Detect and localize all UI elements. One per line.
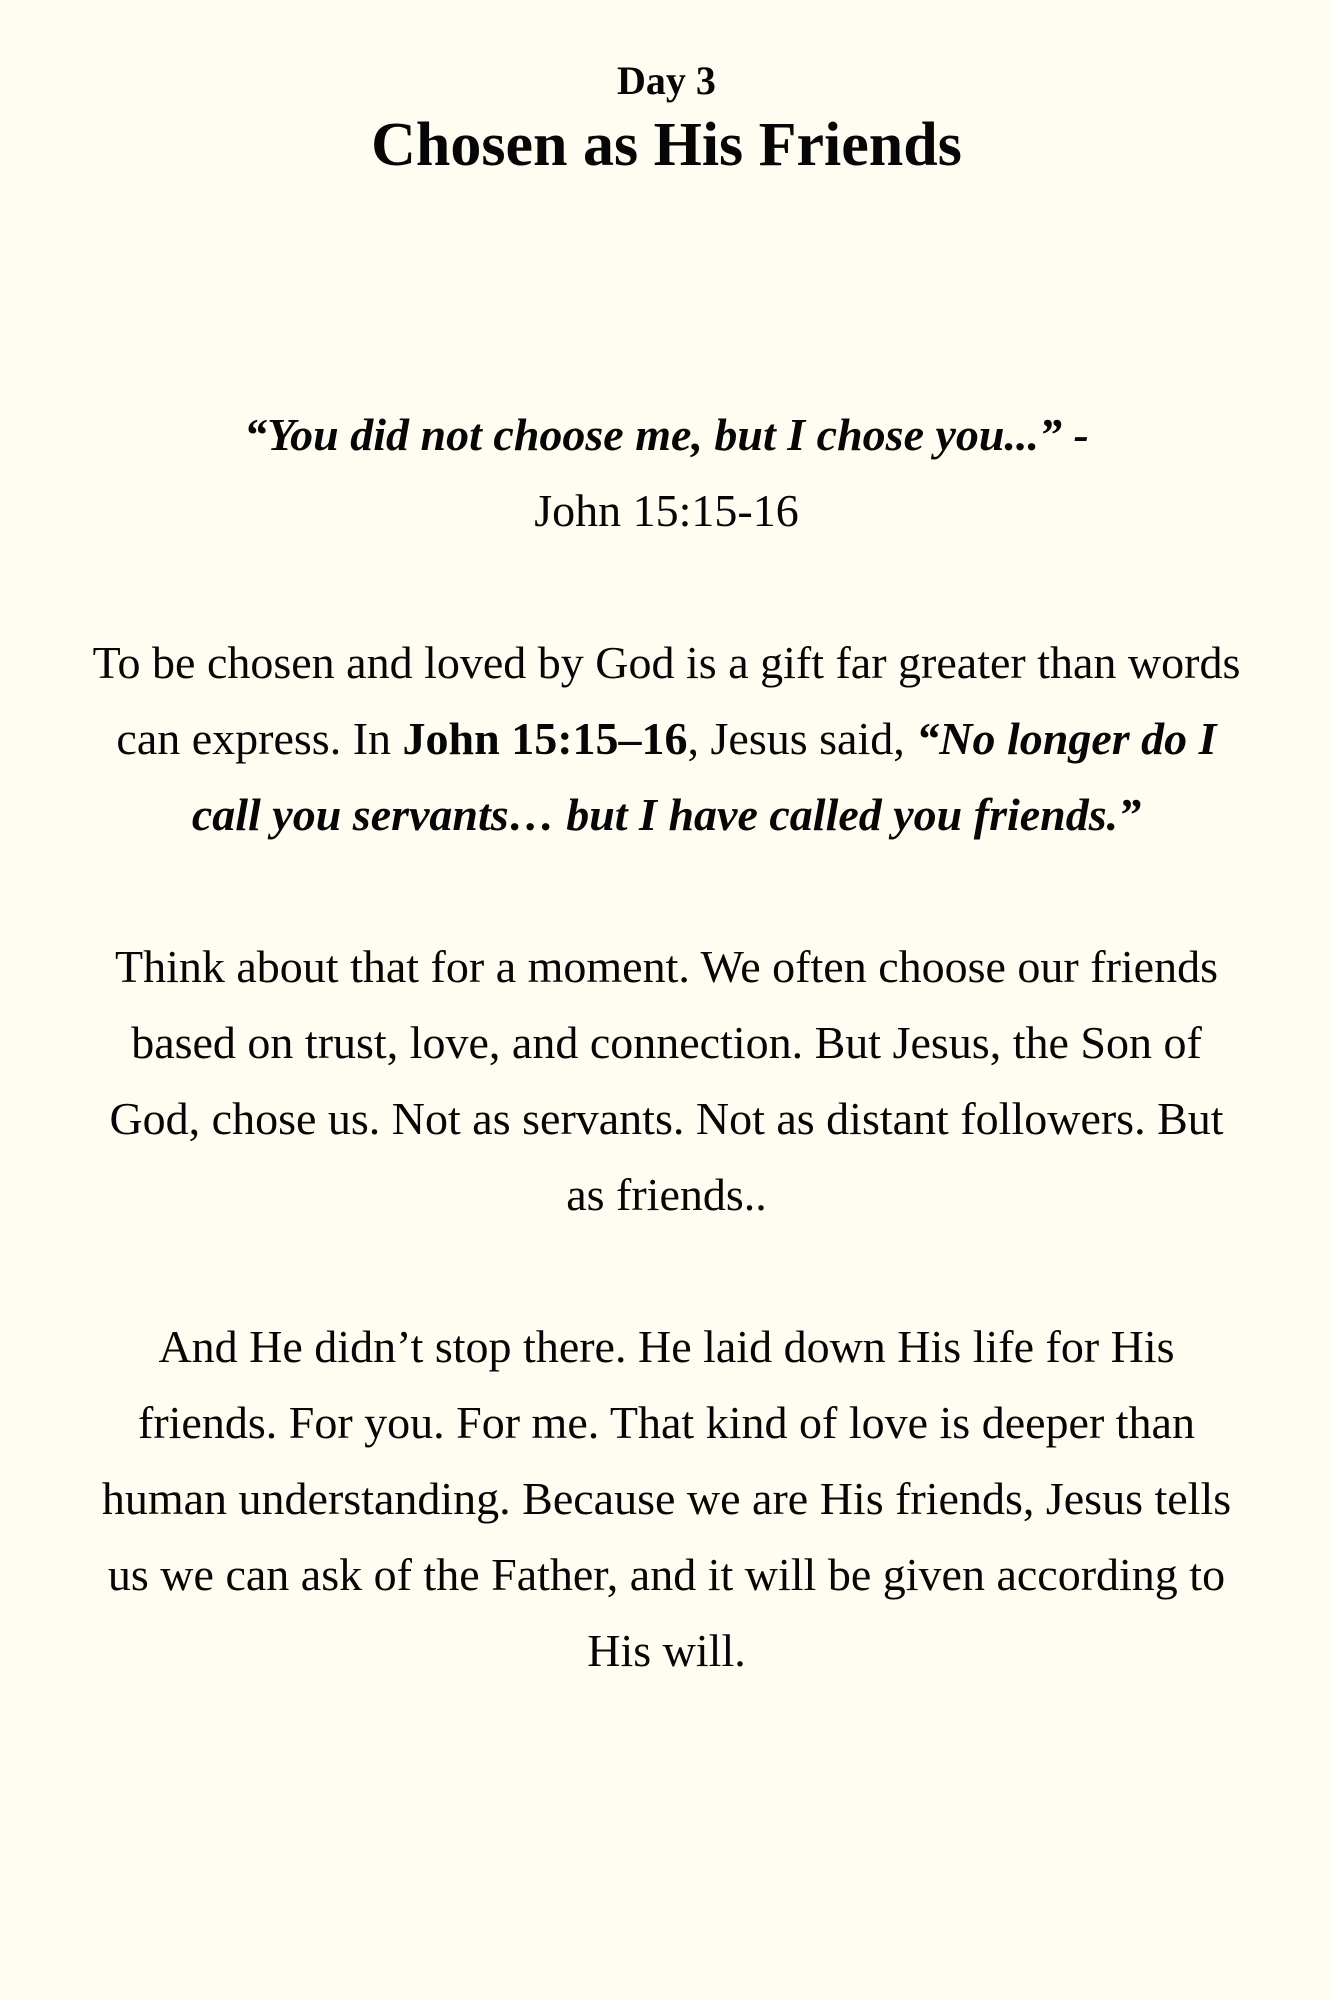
scripture-reference: John 15:15-16 bbox=[534, 485, 799, 537]
body-paragraph bbox=[92, 625, 1242, 853]
page-title: Chosen as His Friends bbox=[371, 111, 962, 179]
text-segment: , Jesus said, bbox=[687, 713, 917, 765]
text-segment: And He didn’t stop there. He laid down His life for His friends. For you. For me. That kind of love is deeper than human understanding. Because we are His friends, Jesus tells us we can ask of the Father, and it will be given according to His will. bbox=[101, 1321, 1232, 1677]
scripture-quote-text: “You did not choose me, but I chose you...” - bbox=[244, 409, 1089, 461]
body-paragraph bbox=[92, 1309, 1242, 1689]
scripture-quote-block bbox=[0, 397, 1333, 549]
page-header bbox=[0, 56, 1333, 181]
day-label: Day 3 bbox=[617, 58, 716, 103]
text-segment: “No longer do I call you servants… but I have called you friends.” bbox=[191, 713, 1217, 841]
text-segment: John 15:15–16 bbox=[402, 713, 688, 765]
text-segment: To be chosen and loved by God is a gift far greater than words can express. In bbox=[92, 637, 1241, 765]
devotional-body bbox=[0, 625, 1333, 1689]
body-paragraph bbox=[92, 929, 1242, 1233]
text-segment: Think about that for a moment. We often choose our friends based on trust, love, and connection. But Jesus, the Son of God, chose us. Not as servants. Not as distant followers. But as friends.. bbox=[109, 941, 1224, 1221]
